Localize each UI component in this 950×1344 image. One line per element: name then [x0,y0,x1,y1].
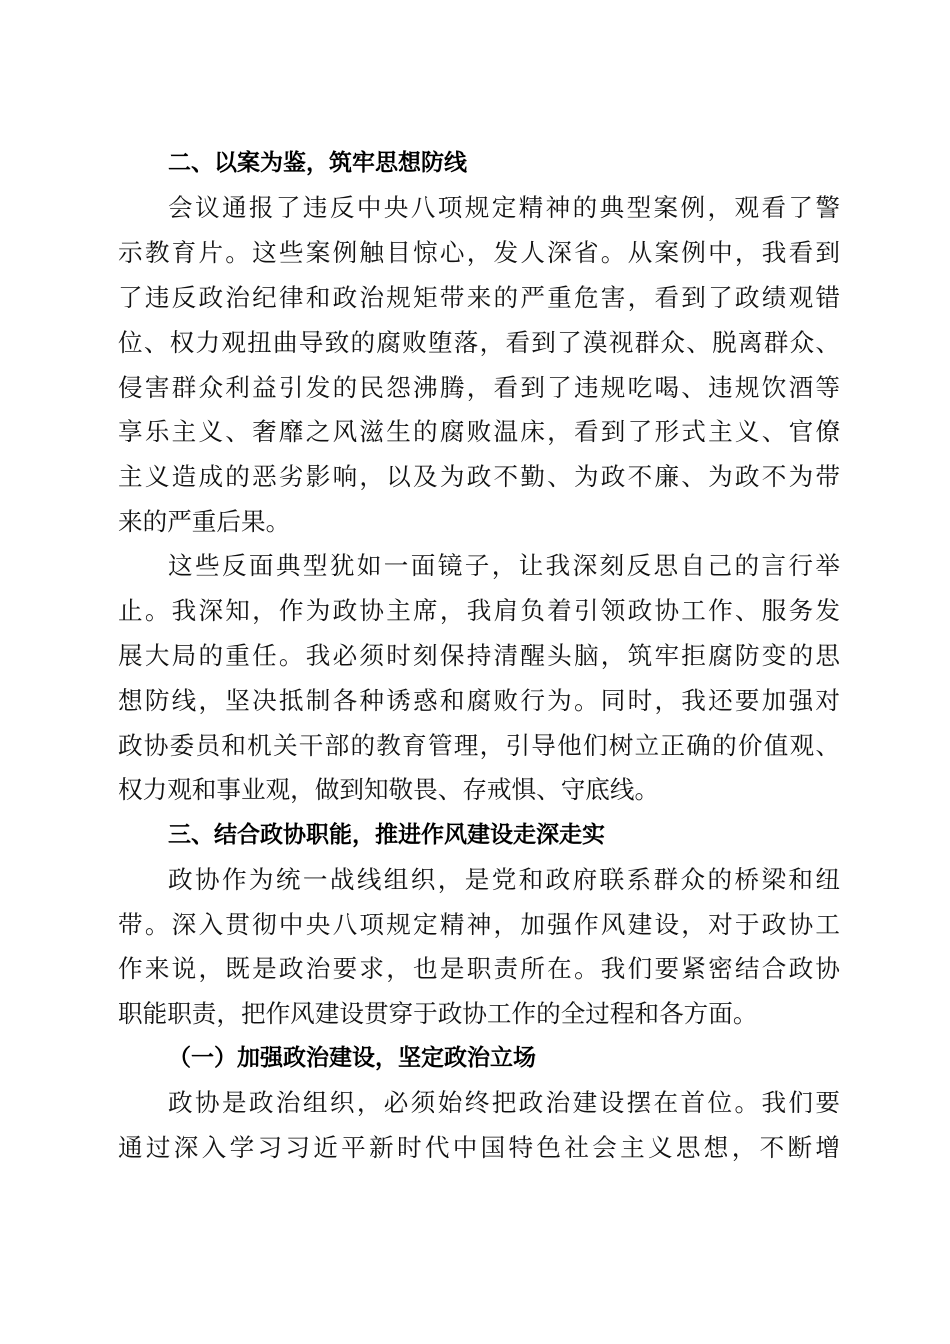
text-line: 止。我深知，作为政协主席，我肩负着引领政协工作、服务发 [118,596,840,625]
text-line: 主义造成的恶劣影响，以及为政不勤、为政不廉、为政不为带 [118,462,840,491]
text-line: 来的严重后果。 [118,507,291,536]
text-line: 政协是政治组织，必须始终把政治建设摆在首位。我们要 [168,1088,840,1117]
text-line: 示教育片。这些案例触目惊心，发人深省。从案例中，我看到 [118,238,840,267]
text-line: 了违反政治纪律和政治规矩带来的严重危害，看到了政绩观错 [118,283,840,312]
text-line: 权力观和事业观，做到知敬畏、存戒惧、守底线。 [118,775,660,804]
text-line: 通过深入学习习近平新时代中国特色社会主义思想，不断增 [118,1133,840,1162]
text-line: 政协作为统一战线组织，是党和政府联系群众的桥梁和纽 [168,865,840,894]
text-line: 政协委员和机关干部的教育管理，引导他们树立正确的价值观、 [118,731,840,760]
text-line: 职能职责，把作风建设贯穿于政协工作的全过程和各方面。 [118,999,758,1028]
text-line: 享乐主义、奢靡之风滋生的腐败温床，看到了形式主义、官僚 [118,417,840,446]
text-line: 会议通报了违反中央八项规定精神的典型案例，观看了警 [168,193,840,222]
text-line: 展大局的重任。我必须时刻保持清醒头脑，筑牢拒腐防变的思 [118,641,840,670]
text-line: 这些反面典型犹如一面镜子，让我深刻反思自己的言行举 [168,551,840,580]
text-line: 带。深入贯彻中央八项规定精神，加强作风建设，对于政协工 [118,910,840,939]
section-heading: 三、结合政协职能，推进作风建设走深走实 [168,822,605,848]
subsection-heading: （一）加强政治建设，坚定政治立场 [168,1044,536,1071]
text-line: 侵害群众利益引发的民怨沸腾，看到了违规吃喝、违规饮酒等 [118,373,840,402]
text-line: 作来说，既是政治要求，也是职责所在。我们要紧密结合政协 [118,954,840,983]
text-line: 位、权力观扭曲导致的腐败堕落，看到了漠视群众、脱离群众、 [118,328,840,357]
text-line: 想防线，坚决抵制各种诱惑和腐败行为。同时，我还要加强对 [118,686,840,715]
section-heading: 二、以案为鉴，筑牢思想防线 [168,150,467,176]
